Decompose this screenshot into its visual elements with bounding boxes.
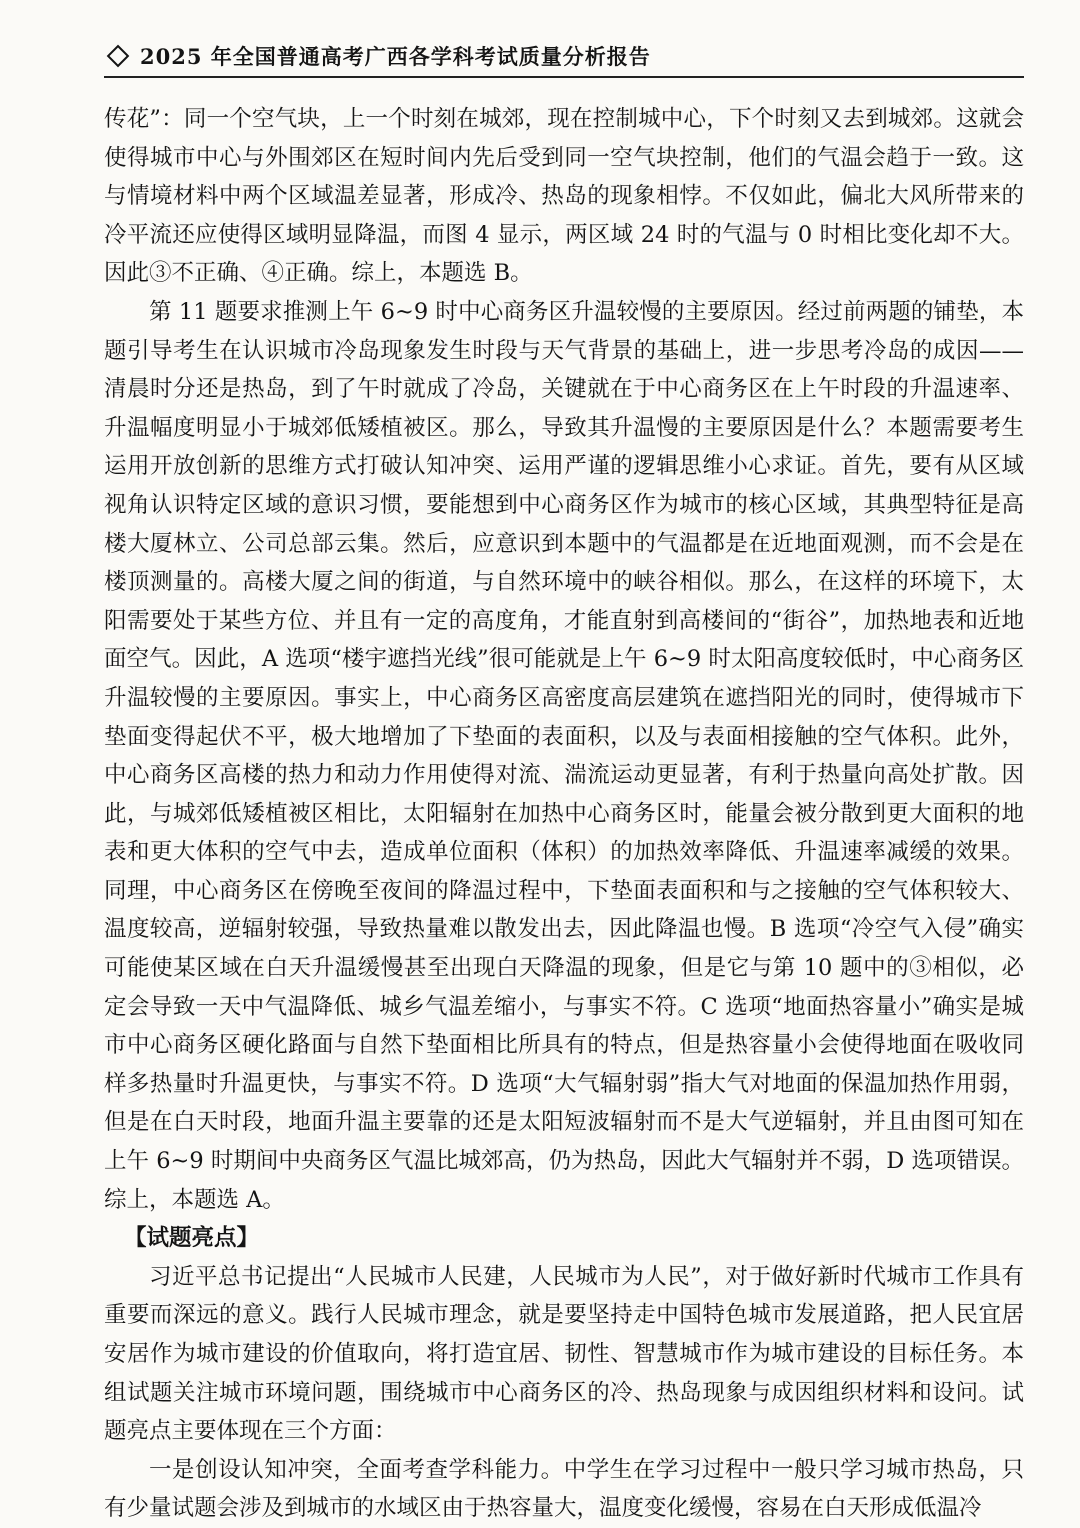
header-rule — [104, 76, 1024, 78]
paragraph-continuation: 传花”：同一个空气块，上一个时刻在城郊，现在控制城中心，下个时刻又去到城郊。这就会使得城市中心与外围郊区在短时间内先后受到同一空气块控制，他们的气温会趋于一致。这与情境材料中两个区域温差显著，形成冷、热岛的现象相悖。不仅如此，偏北大风所带来的冷平流还应使得区域明显降温，而图 4 显示，两区域 24 时的气温与 0 时相比变化却不大。因此③不正确、④正确。综上，本题选 B。 — [104, 106, 1024, 287]
paragraph-highlights-intro: 习近平总书记提出“人民城市人民建，人民城市为人民”，对于做好新时代城市工作具有重要而深远的意义。践行人民城市理念，就是要坚持走中国特色城市发展道路，把人民宜居安居作为城市建设的价值取向，将打造宜居、韧性、智慧城市作为城市建设的目标任务。本组试题关注城市环境问题，围绕城市中心商务区的冷、热岛现象与成因组织材料和设问。试题亮点主要体现在三个方面： — [104, 1263, 1024, 1445]
document-body — [104, 100, 1024, 1528]
paragraph-question-11: 第 11 题要求推测上午 6~9 时中心商务区升温较慢的主要原因。经过前两题的铺垫，本题引导考生在认识城市冷岛现象发生时段与天气背景的基础上，进一步思考冷岛的成因——清晨时分还是热岛，到了午时就成了冷岛，关键就在于中心商务区在上午时段的升温速率、升温幅度明显小于城郊低矮植被区。那么，导致其升温慢的主要原因是什么？本题需要考生运用开放创新的思维方式打破认知冲突、运用严谨的逻辑思维小心求证。首先，要有从区域视角认识特定区域的意识习惯，要能想到中心商务区作为城市的核心区域，其典型特征是高楼大厦林立、公司总部云集。然后，应意识到本题中的气温都是在近地面观测，而不会是在楼顶测量的。高楼大厦之间的街道，与自然环境中的峡谷相似。那么，在这样的环境下，太阳需要处于某些方位、并且有一定的高度角，才能直射到高楼间的“街谷”，加热地表和近地面空气。因此，A 选项“楼宇遮挡光线”很可能就是上午 6~9 时太阳高度较低时，中心商务区升温较慢的主要原因。事实上，中心商务区高密度高层建筑在遮挡阳光的同时，使得城市下垫面变得起伏不平，极大地增加了下垫面的表面积，以及与表面相接触的空气体积。此外，中心商务区高楼的热力和动力作用使得对流、湍流运动更显著，有利于热量向高处扩散。因此，与城郊低矮植被区相比，太阳辐射在加热中心商务区时，能量会被分散到更大面积的地表和更大体积的空气中去，造成单位面积（体积）的加热效率降低、升温速率减缓的效果。同理，中心商务区在傍晚至夜间的降温过程中，下垫面表面积和与之接触的空气体积较大、温度较高，逆辐射较强，导致热量难以散发出去，因此降温也慢。B 选项“冷空气入侵”确实可能使某区域在白天升温缓慢甚至出现白天降温的现象，但是它与第 10 题中的③相似，必定会导致一天中气温降低、城乡气温差缩小，与事实不符。C 选项“地面热容量小”确实是城市中心商务区硬化路面与自然下垫面相比所具有的特点，但是热容量小会使得地面在吸收同样多热量时升温更快，与事实不符。D 选项“大气辐射弱”指大气对地面的保温加热作用弱，但是在白天时段，地面升温主要靠的还是太阳短波辐射而不是大气逆辐射，并且由图可知在上午 6~9 时期间中央商务区气温比城郊高，仍为热岛，因此大气辐射并不弱，D 选项错误。综上，本题选 A。 — [104, 298, 1024, 1213]
running-header-title: 2025 年全国普通高考广西各学科考试质量分析报告 — [140, 44, 651, 69]
paragraph-highlight-one: 一是创设认知冲突，全面考查学科能力。中学生在学习过程中一般只学习城市热岛，只有少量试题会涉及到城市的水域区由于热容量大，温度变化缓慢，容易在白天形成低温冷 — [104, 1456, 1024, 1522]
diamond-icon — [107, 45, 130, 68]
section-heading-highlights: 【试题亮点】 — [124, 1225, 260, 1252]
running-header — [104, 38, 1024, 74]
